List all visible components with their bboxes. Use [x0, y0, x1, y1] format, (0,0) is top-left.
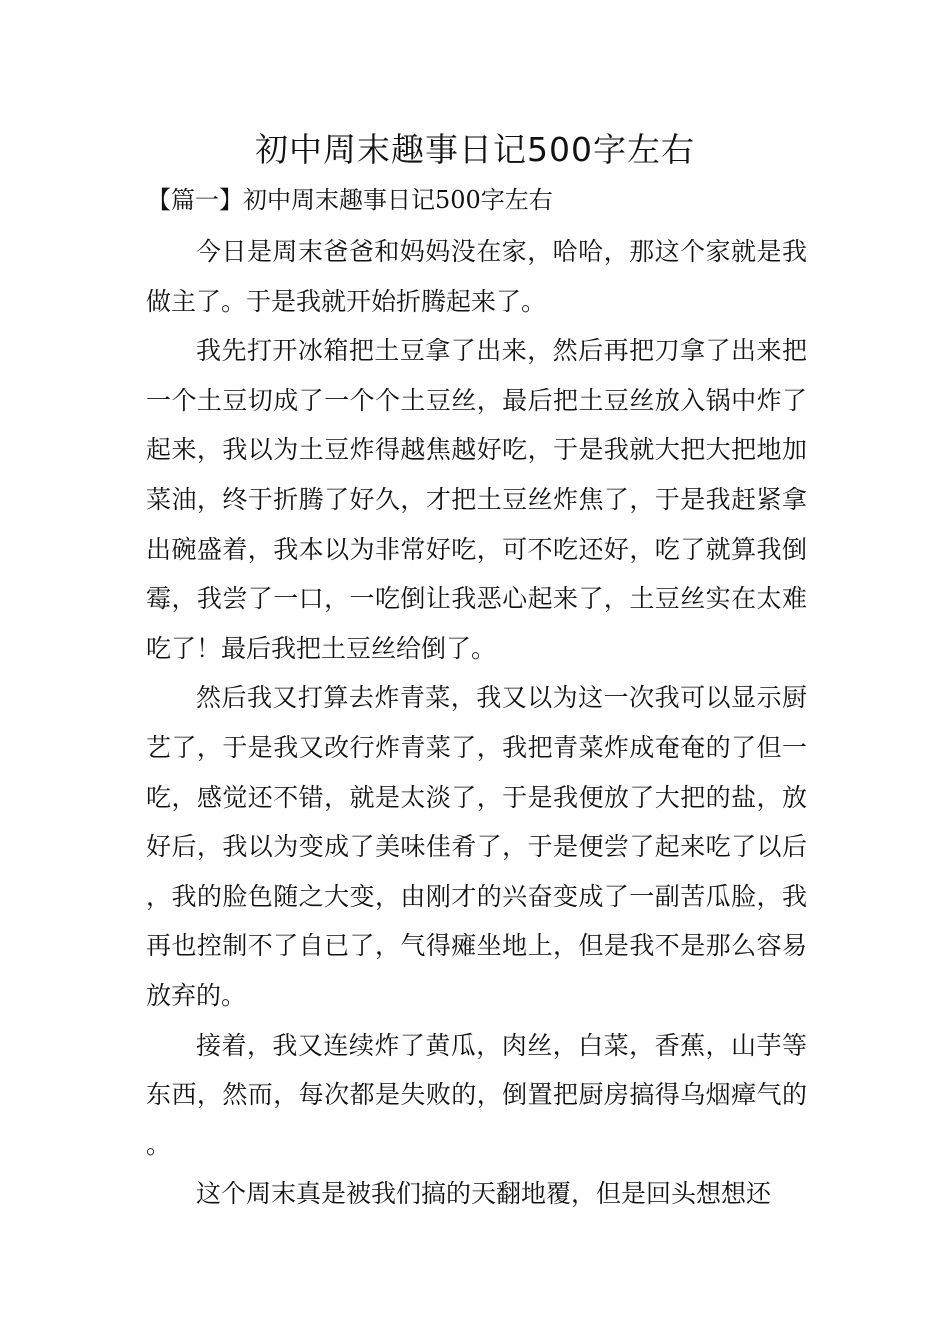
paragraph-4: 接着，我又连续炸了黄瓜，肉丝，白菜，香蕉，山芋等东西，然而，每次都是失败的，倒置把厨房搞得乌烟瘴气的。	[146, 1030, 807, 1159]
diary-body	[146, 227, 807, 1219]
paragraph-5: 这个周末真是被我们搞的天翻地覆，但是回头想想还	[196, 1179, 772, 1209]
paragraph-3: 然后我又打算去炸青菜，我又以为这一次我可以显示厨艺了，于是我又改行炸青菜了，我把青菜炸成奄奄的了但一吃，感觉还不错，就是太淡了，于是我便放了大把的盐，放好后，我以为变成了美味佳肴了，于是便尝了起来吃了以后，我的脸色随之大变，由刚才的兴奋变成了一副苦瓜脸，我再也控制不了自已了，气得瘫坐地上，但是我不是那么容易放弃的。	[146, 683, 807, 1010]
document-title: 初中周末趣事日记500字左右	[255, 130, 695, 169]
paragraph-1: 今日是周末爸爸和妈妈没在家，哈哈，那这个家就是我做主了。于是我就开始折腾起来了。	[146, 237, 807, 316]
paragraph-2: 我先打开冰箱把土豆拿了出来，然后再把刀拿了出来把一个土豆切成了一个个土豆丝，最后把土豆丝放入锅中炸了起来，我以为土豆炸得越焦越好吃，于是我就大把大把地加菜油，终于折腾了好久，才把土豆丝炸焦了，于是我赶紧拿出碗盛着，我本以为非常好吃，可不吃还好，吃了就算我倒霉，我尝了一口，一吃倒让我恶心起来了，土豆丝实在太难吃了！最后我把土豆丝给倒了。	[146, 336, 807, 663]
section-heading: 【篇一】初中周末趣事日记500字左右	[147, 186, 553, 214]
